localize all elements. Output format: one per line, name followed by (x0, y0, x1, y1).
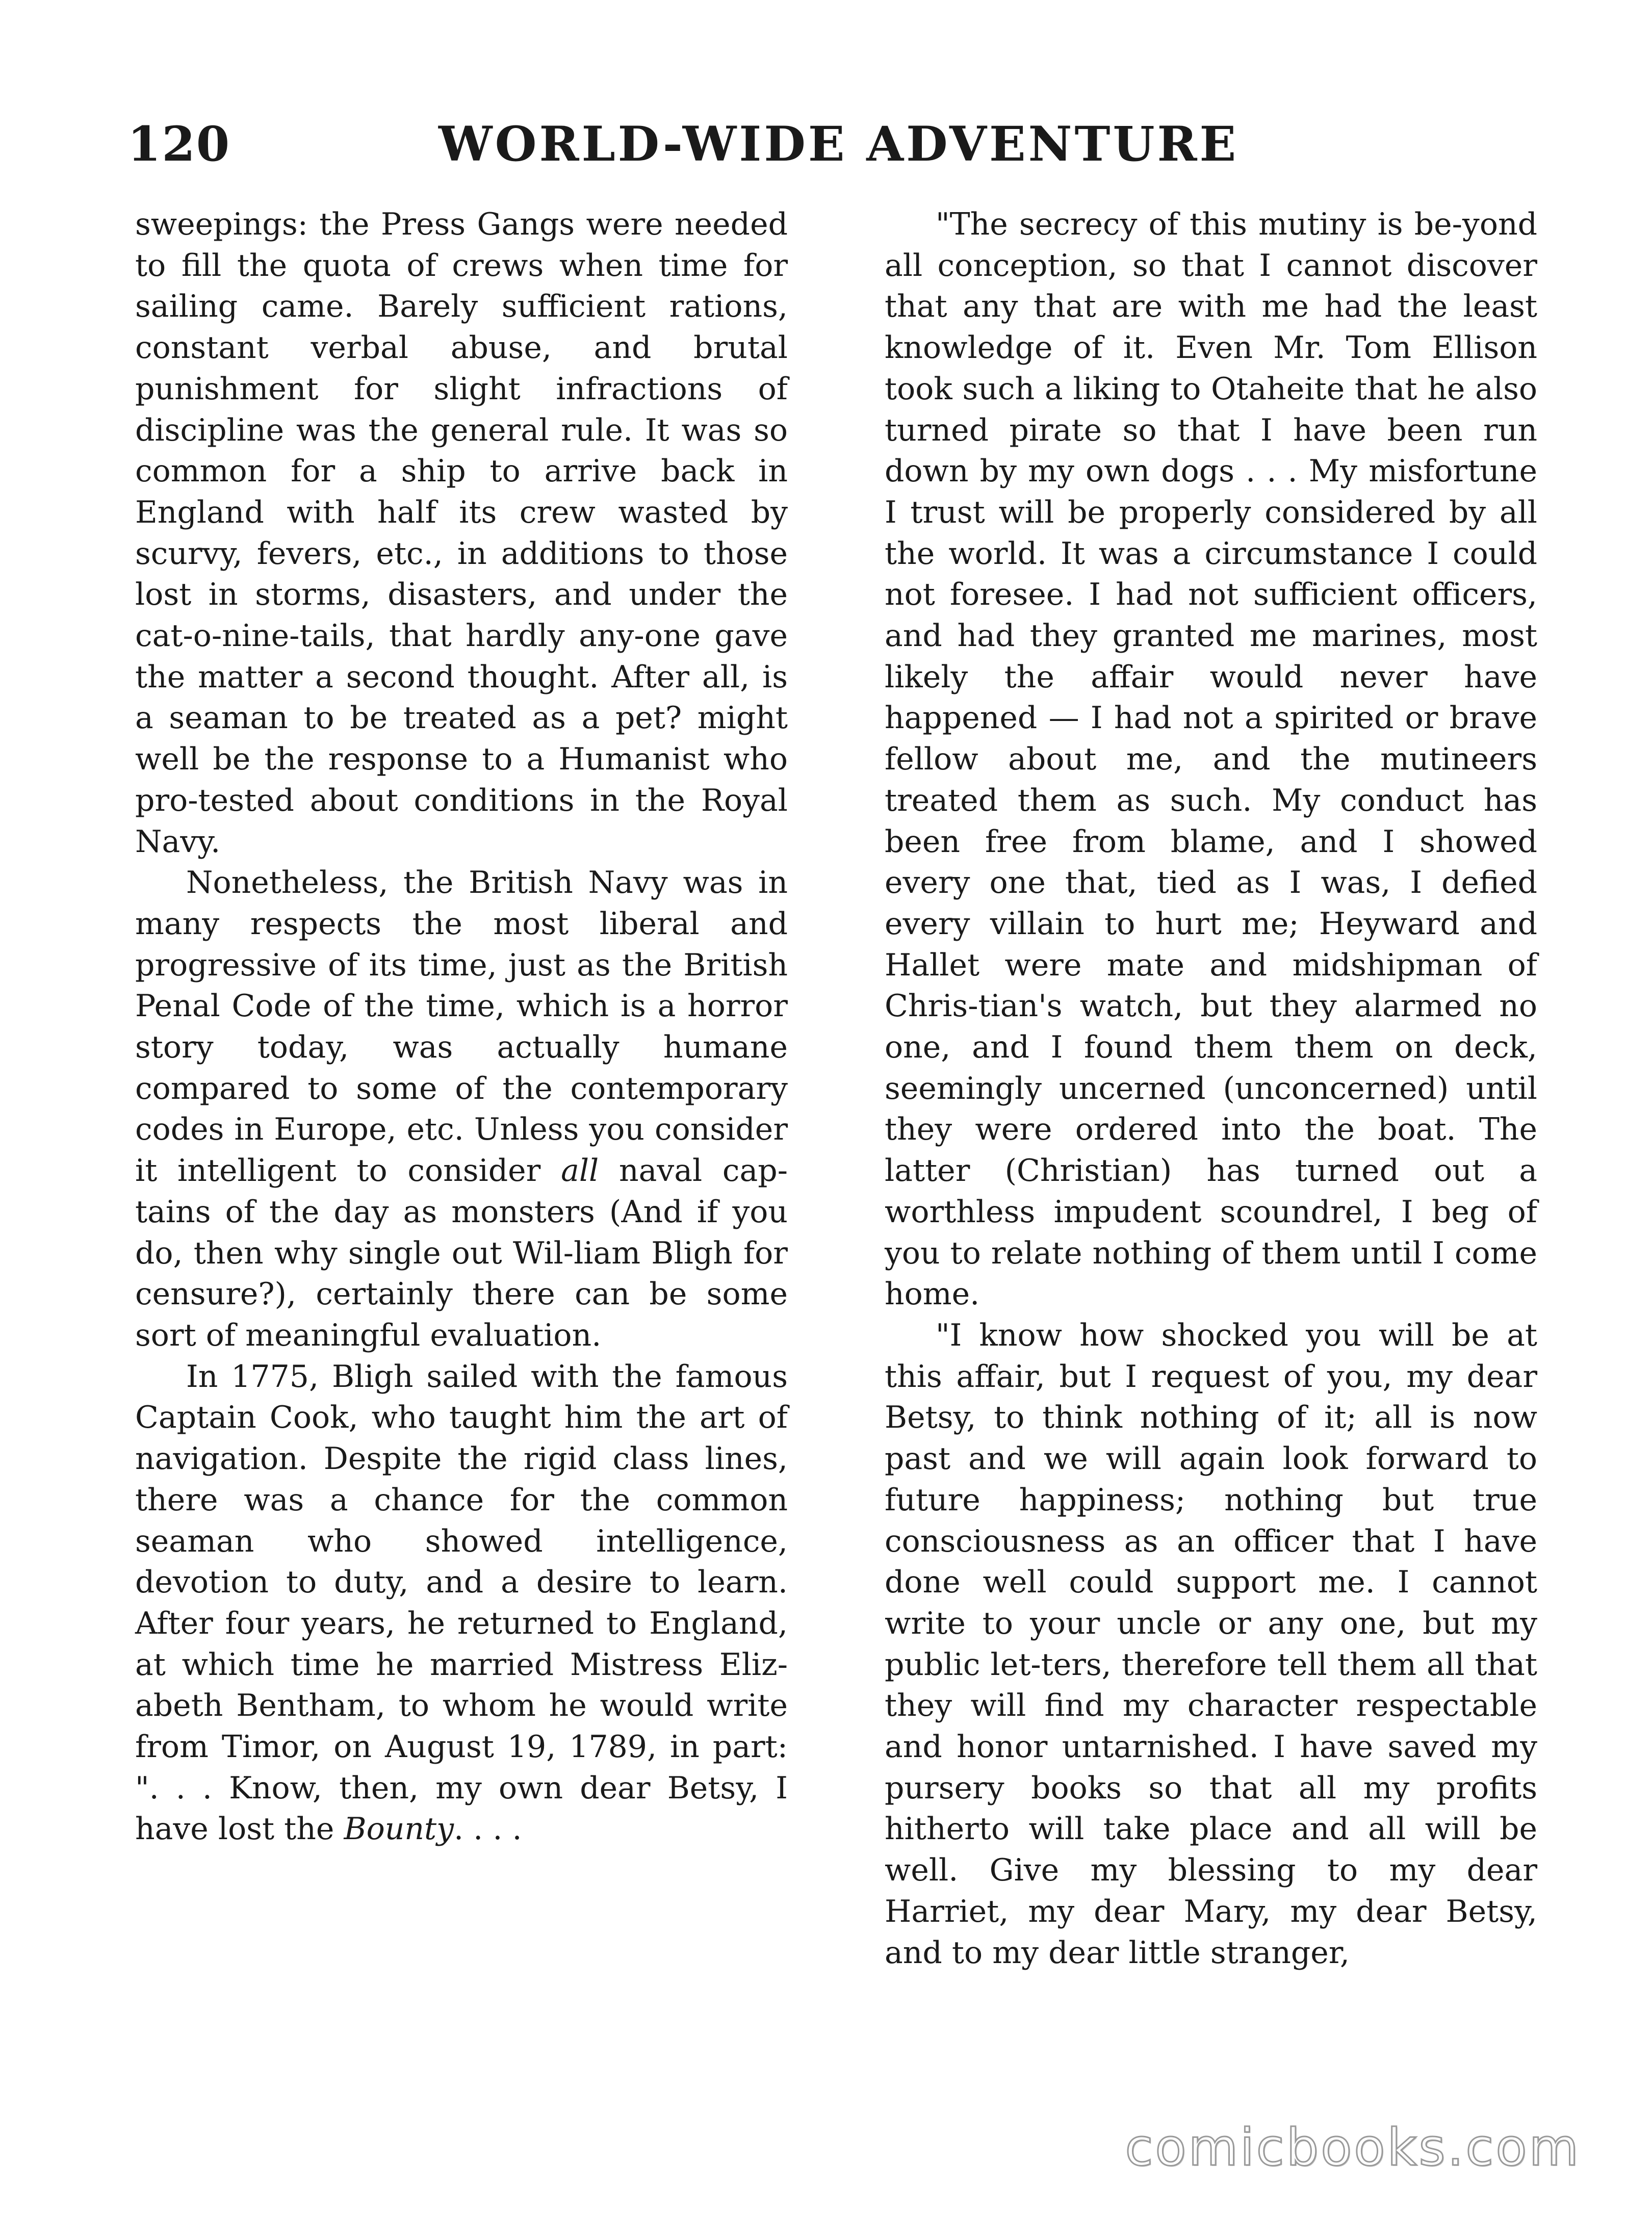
paragraph-mutiny-letter: "The secrecy of this mutiny is be-yond all conception, so that I cannot discover that any that are with me had the least knowledge of it. Even Mr. Tom Ellison took such a liking to Otaheite that he also turned pirate so that I have been run down by my own dogs . . . My misfortune I trust will be properly considered by all the world. It was a circumstance I could not foresee. I had not sufficient officers, and had they granted me marines, most likely the affair would never have happened — I had not a spirited or brave fellow about me, and the mutineers treated them as such. My conduct has been free from blame, and I showed every one that, tied as I was, I defied every villain to hurt me; Heyward and Hallet were mate and midshipman of Chris-tian's watch, but they alarmed no one, and I found them them on deck, seemingly uncerned (unconcerned) until they were ordered into the boat. The latter (Christian) has turned out a worthless impudent scoundrel, I beg of you to relate nothing of them until I come home. (885, 207, 1537, 1312)
paragraph-letter-to-betsy: "I know how shocked you will be at this affair, but I request of you, my dear Betsy, to think nothing of it; all is now past and we will again look forward to future happiness; nothing but true consciousness as an officer that I have done well could support me. I cannot write to your uncle or any one, but my public let-ters, therefore tell them all that they will find my character respectable and honor untarnished. I have saved my pursery books so that all my profits hitherto will take place and all will be well. Give my blessing to my dear Harriet, my dear Mary, my dear Betsy, and to my dear little stranger, (885, 1317, 1537, 1971)
paragraph-text: naval cap-tains of the day as monsters (And if you do, then why single out Wil-liam Bligh for censure?), certainly there can be some sort of meaningful evaluation. (135, 1153, 788, 1353)
page-header (127, 116, 1530, 177)
emphasis-bounty: Bounty (344, 1811, 454, 1847)
right-column (885, 204, 1537, 1973)
page-number: 120 (127, 116, 231, 172)
paragraph-text: In 1775, Bligh sailed with the famous Captain Cook, who taught him the art of navigation. Despite the rigid class lines, there was a chance for the common seaman who showed intelligence, devotion to duty, and a desire to learn. After four years, he returned to England, at which time he married Mistress Eliz-abeth Bentham, to whom he would write from Timor, on August 19, 1789, in part: ". . . Know, then, my own dear Betsy, I have lost the (135, 1358, 788, 1847)
running-title: WORLD-WIDE ADVENTURE (438, 116, 1239, 172)
emphasis-all: all (561, 1153, 599, 1189)
paragraph-text: . . . . (454, 1811, 522, 1847)
paragraph-continued: sweepings: the Press Gangs were needed to fill the quota of crews when time for sailing came. Barely sufficient rations, constant verbal abuse, and brutal punishment for slight infractions of discipline was the general rule. It was so common for a ship to arrive back in England with half its crew wasted by scurvy, fevers, etc., in additions to those lost in storms, disasters, and under the cat-o-nine-tails, that hardly any-one gave the matter a second thought. After all, is a seaman to be treated as a pet? might well be the response to a Humanist who pro-tested about conditions in the Royal Navy. (135, 207, 788, 860)
paragraph-captain-cook (135, 1356, 788, 1850)
paragraph-british-navy (135, 862, 788, 1356)
left-column (135, 204, 788, 1850)
paragraph-text: Nonetheless, the British Navy was in many respects the most liberal and progressive of its time, just as the British Penal Code of the time, which is a horror story today, was actually humane compared to some of the contemporary codes in Europe, etc. Unless you consider it intelligent to consider (135, 865, 788, 1189)
site-watermark: comicbooks.com (1125, 2118, 1581, 2177)
